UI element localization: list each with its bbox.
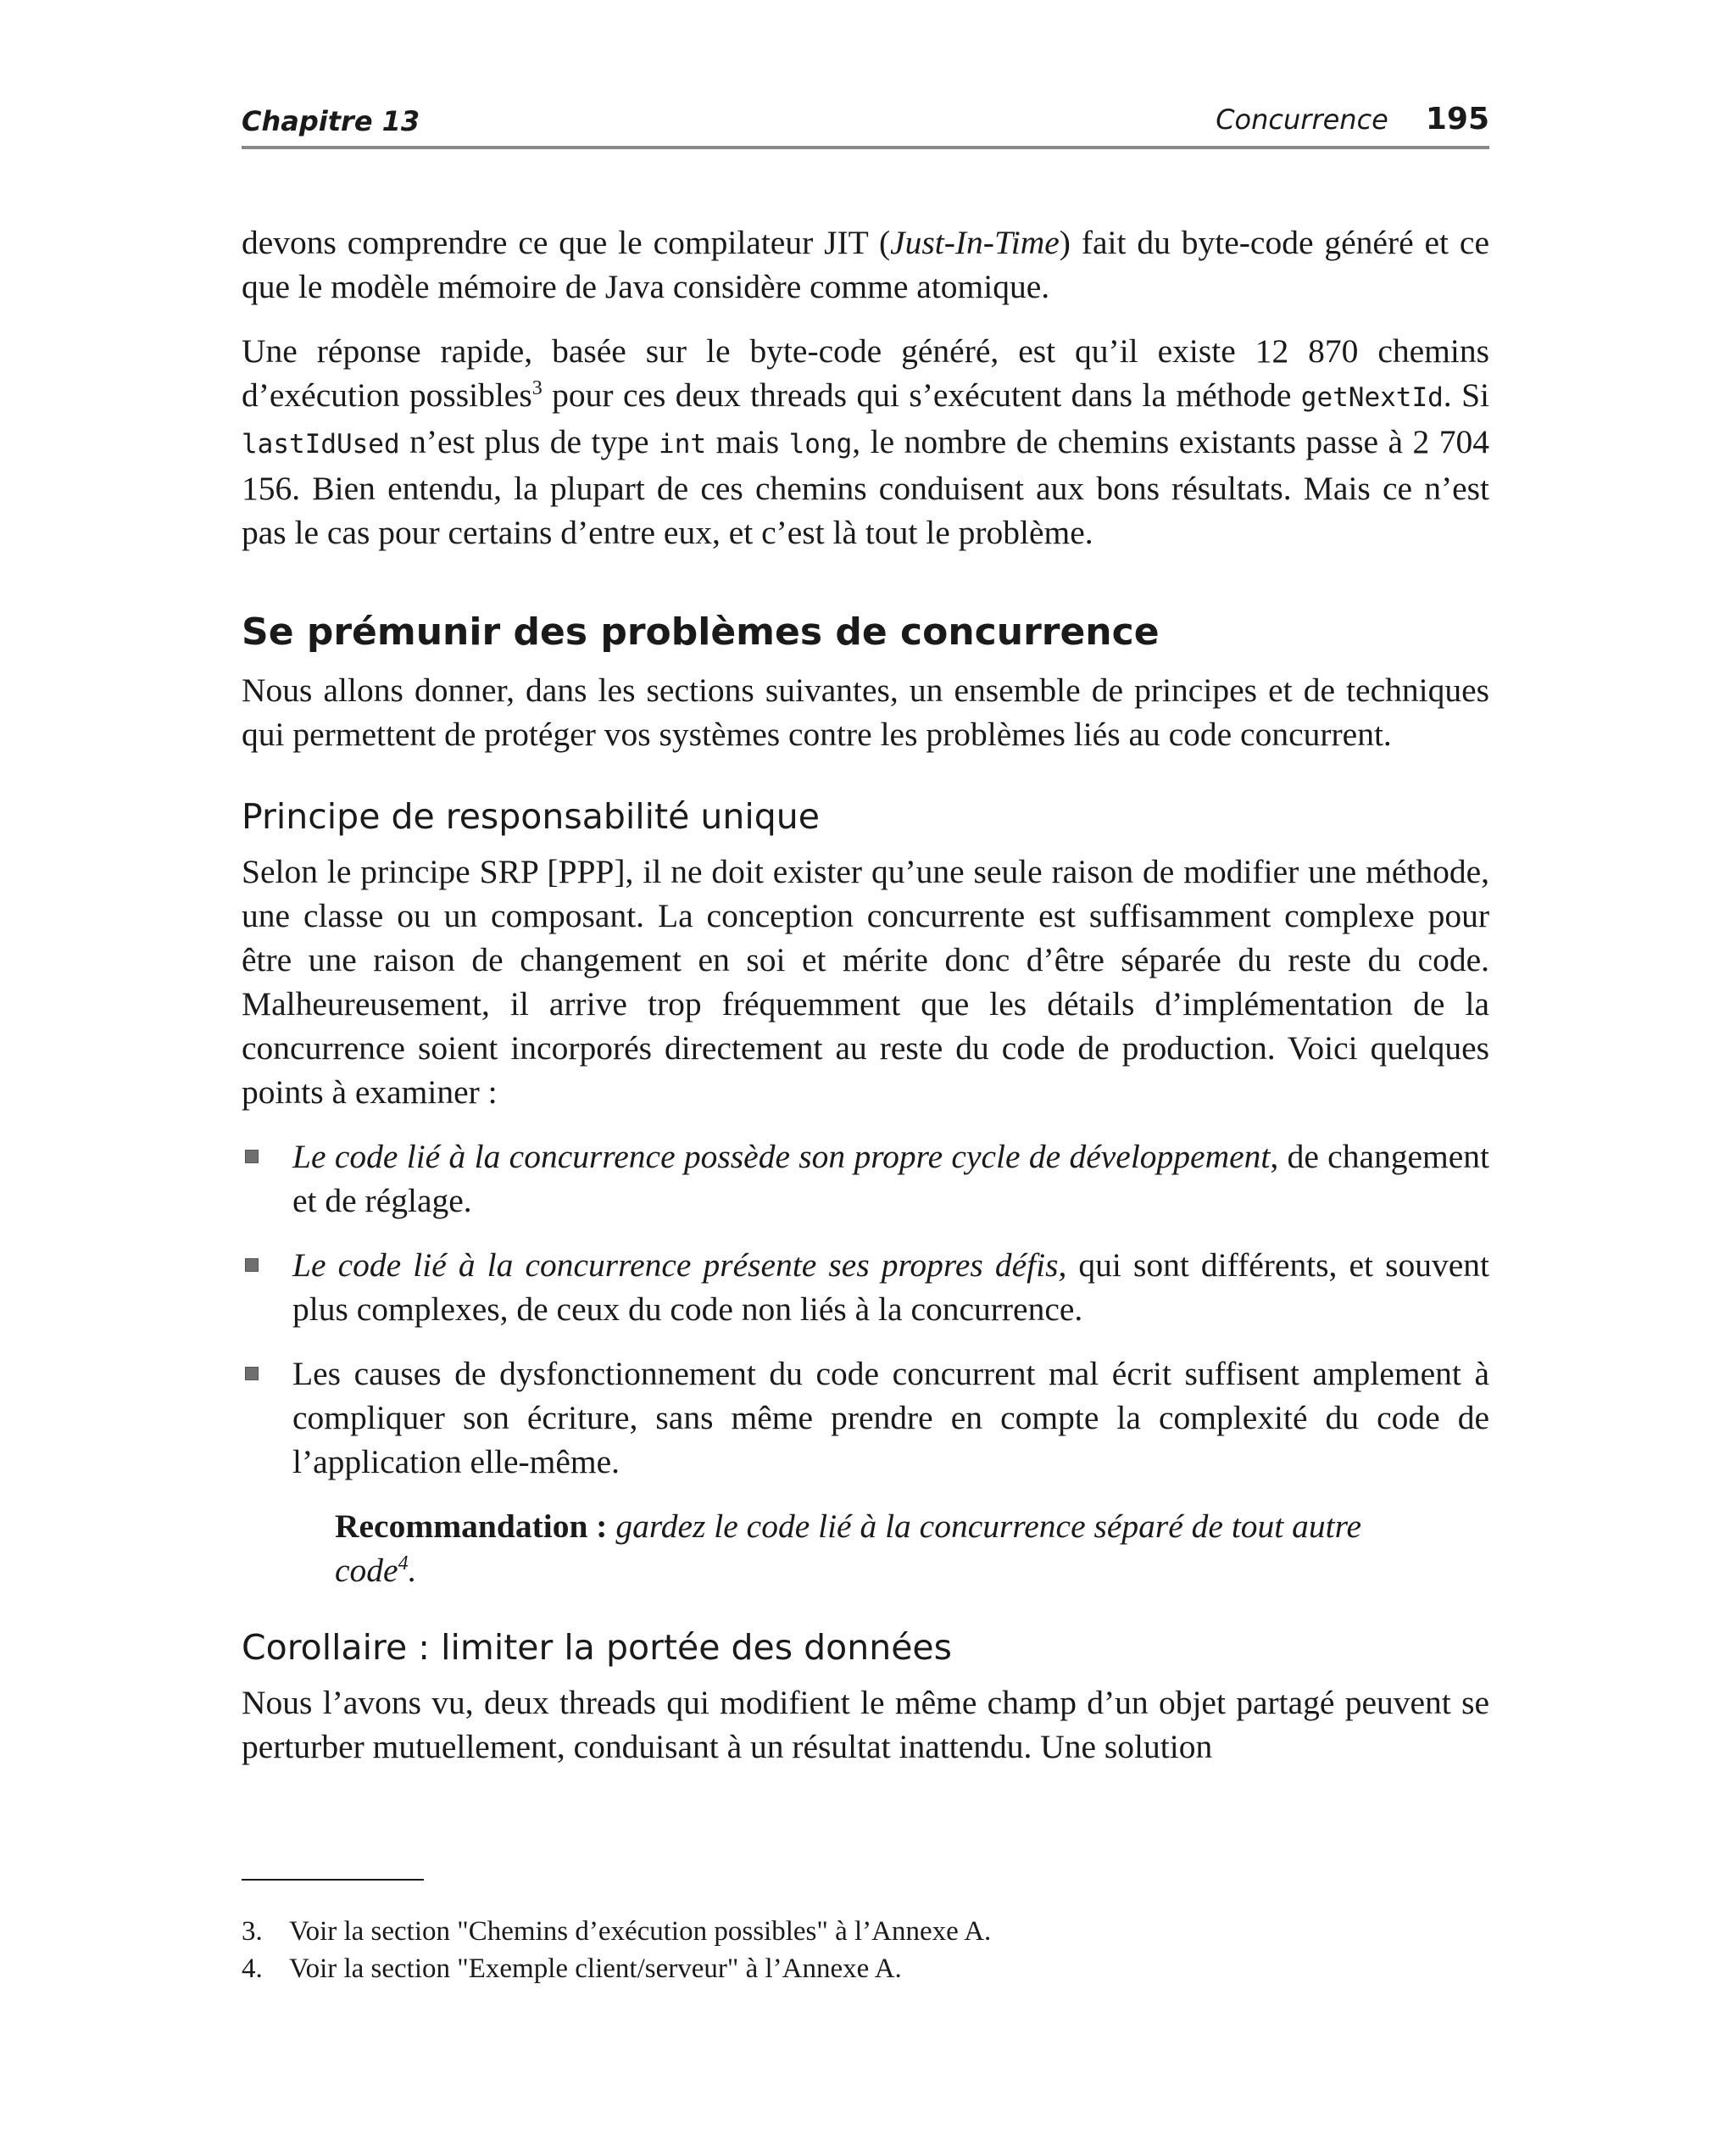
section-heading-prevention: Se prémunir des problèmes de concurrence: [242, 610, 1160, 654]
text-run: n’est plus de type: [399, 423, 659, 460]
code-int: int: [659, 429, 707, 460]
italic-text: Le code lié à la concurrence présente ses propres défis,: [292, 1246, 1067, 1284]
list-item: [242, 1351, 1489, 1484]
footnote-ref-3: 3: [531, 377, 542, 399]
running-header: [242, 95, 1489, 149]
square-bullet-icon: [245, 1258, 259, 1272]
text-run: ) fait du byte-code généré et ce que le modèle mémoire de Java considère comme atomique.: [242, 224, 1489, 305]
chapter-label: Chapitre 13: [242, 105, 420, 137]
code-lastidused: lastIdUsed: [242, 429, 400, 460]
italic-term: Just-In-Time: [890, 224, 1060, 261]
footnote-rule: [242, 1879, 424, 1881]
text-run: , de changement et de réglage.: [292, 1138, 1489, 1219]
footnote-ref-4: 4: [398, 1552, 409, 1574]
bullet-list: [242, 1134, 1489, 1484]
recommendation-text: gardez le code lié à la concurrence séparé de tout autre code: [335, 1507, 1362, 1589]
text-run: Les causes de dysfonctionnement du code concurrent mal écrit suffisent amplement à compliquer son écriture, sans même prendre en compte la complexité du code de l’application elle-même.: [292, 1355, 1489, 1480]
footnote-3: [242, 1913, 1489, 1950]
section3-paragraph: Nous l’avons vu, deux threads qui modifient le même champ d’un objet partagé peuvent se perturber mutuellement, conduisant à un résultat inattendu. Une solution: [242, 1684, 1489, 1765]
subsection-heading-srp: Principe de responsabilité unique: [242, 796, 820, 837]
text-run: qui sont différents, et souvent plus complexes, de ceux du code non liés à la concurrence.: [292, 1246, 1489, 1328]
text-run: , le nombre de chemins existants passe à 2 704 156. Bien entendu, la plupart de ces chemins conduisent aux bons résultats. Mais ce n’est pas le cas pour certains d’entre eux, et c’est là tout le problème.: [242, 423, 1489, 551]
list-item: [242, 1134, 1489, 1223]
footnotes: [242, 1879, 1489, 1987]
square-bullet-icon: [245, 1367, 259, 1380]
footnote-4: [242, 1950, 1489, 1987]
square-bullet-icon: [245, 1150, 259, 1163]
book-page: [242, 0, 1489, 2140]
footnote-number: 3.: [242, 1916, 263, 1947]
recommendation-end: .: [408, 1552, 417, 1589]
section2-paragraph: Selon le principe SRP [PPP], il ne doit exister qu’une seule raison de modifier une méthode, une classe ou un composant. La conception concurrente est suffisamment complexe pour être une raison de changement en soi et mérite donc d’être séparée du reste du code. Malheureusement, il arrive trop fréquemment que les détails d’implémentation de la concurrence soient incorporés directement au reste du code de production. Voici quelques points à examiner :: [242, 853, 1489, 1111]
recommendation-box: [335, 1504, 1396, 1592]
italic-text: Le code lié à la concurrence possède son propre cycle de développement: [292, 1138, 1271, 1175]
intro-paragraph-2: [242, 329, 1489, 555]
text-run: mais: [706, 423, 789, 460]
text-run: devons comprendre ce que le compilateur JIT (: [242, 224, 891, 261]
intro-paragraph-1: [242, 220, 1489, 309]
page-number: 195: [1425, 102, 1489, 137]
section-label: Concurrence: [1216, 103, 1388, 136]
text-run: . Si: [1443, 376, 1490, 414]
code-long: long: [788, 429, 853, 460]
recommendation-label: Recommandation :: [335, 1507, 608, 1545]
header-right: [1216, 102, 1489, 137]
text-run: pour ces deux threads qui s’exécutent dans la méthode: [542, 376, 1301, 414]
list-item: [242, 1243, 1489, 1331]
body-text: [242, 220, 1489, 1789]
text-run: Une réponse rapide, basée sur le byte-code généré, est qu’il existe 12 870 chemins d’exécution possibles: [242, 332, 1489, 414]
subsection-heading-corollary: Corollaire : limiter la portée des données: [242, 1627, 953, 1668]
footnote-text: Voir la section "Exemple client/serveur" à l’Annexe A.: [289, 1953, 902, 1984]
footnote-text: Voir la section "Chemins d’exécution possibles" à l’Annexe A.: [289, 1916, 992, 1947]
footnote-number: 4.: [242, 1953, 263, 1984]
code-getnextid: getNextId: [1300, 382, 1444, 413]
section1-paragraph: Nous allons donner, dans les sections suivantes, un ensemble de principes et de techniques qui permettent de protéger vos systèmes contre les problèmes liés au code concurrent.: [242, 672, 1489, 753]
